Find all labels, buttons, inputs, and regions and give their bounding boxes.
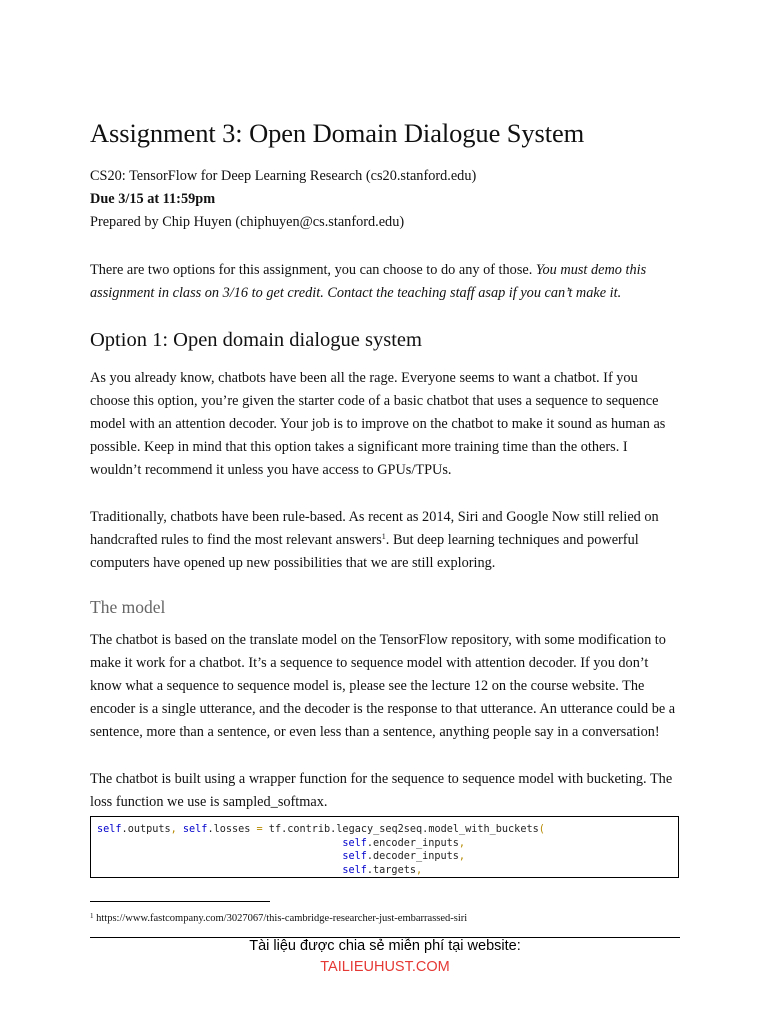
- code-line: self.targets,: [342, 864, 423, 876]
- model-paragraph-2: The chatbot is built using a wrapper function for the sequence to sequence model with bucketing. The loss function we use is sampled_softmax.: [90, 771, 673, 810]
- footnote-divider: [90, 901, 270, 902]
- option1-paragraph-1: As you already know, chatbots have been all the rage. Everyone seems to want a chatbot. If you choose this option, you’re given the starter code of a basic chatbot that uses a sequence to sequence model with an attention decoder. Your job is to improve on the chatbot to make it sound as human as possible. Keep in mind that this option takes a significant more training time than the others. I wouldn’t recommend it unless you have access to GPUs/TPUs.: [90, 370, 666, 478]
- banner-text: Tài liệu được chia sẻ miễn phí tại website:: [249, 938, 521, 954]
- author-line: Prepared by Chip Huyen (chiphuyen@cs.stanford.edu): [90, 214, 405, 230]
- code-line: self.outputs, self.losses = tf.contrib.legacy_seq2seq.model_with_buckets(: [97, 824, 545, 835]
- code-line: self.decoder_inputs,: [342, 851, 466, 862]
- option1-paragraph-2-text: Traditionally, chatbots have been rule-based. As recent as 2014, Siri and Google Now still relied on handcrafted rules to find the most relevant answers: [90, 509, 659, 548]
- footnote-ref[interactable]: 1: [381, 532, 386, 541]
- code-line: self.encoder_inputs,: [342, 837, 466, 849]
- due-date: Due 3/15 at 11:59pm: [90, 191, 216, 207]
- banner-link[interactable]: TAILIEUHUST.COM: [320, 959, 450, 975]
- intro-text: There are two options for this assignment, you can choose to do any of those.: [90, 262, 536, 278]
- option1-heading: Option 1: Open domain dialogue system: [90, 329, 422, 351]
- footnote-number: 1: [90, 912, 94, 920]
- footnote-link[interactable]: https://www.fastcompany.com/3027067/this-cambridge-researcher-just-embarrassed-siri: [96, 913, 468, 924]
- course-line: CS20: TensorFlow for Deep Learning Research (cs20.stanford.edu): [90, 168, 477, 184]
- option1-paragraph-2-tail: . But deep learning techniques and powerful computers have opened up new possibilities that we are still exploring.: [90, 532, 639, 571]
- intro-emphasis: You must demo this assignment in class on 3/16 to get credit. Contact the teaching staff asap if you can’t make it.: [90, 262, 647, 301]
- model-paragraph-1: The chatbot is based on the translate model on the TensorFlow repository, with some modification to make it work for a chatbot. It’s a sequence to sequence model with attention decoder. If you don’t know what a sequence to sequence model is, please see the lecture 12 on the course website. The encoder is a single utterance, and the decoder is the response to that utterance. An utterance could be a sentence, more than a sentence, or even less than a sentence, anything people say in a conversation!: [90, 632, 676, 740]
- option1-paragraph-2: [90, 506, 680, 575]
- code-lines: [97, 823, 672, 877]
- intro-paragraph: [90, 259, 680, 305]
- footnote: [90, 913, 467, 924]
- document-title: Assignment 3: Open Domain Dialogue System: [90, 118, 585, 148]
- code-block: [90, 816, 679, 878]
- model-heading: The model: [90, 597, 166, 617]
